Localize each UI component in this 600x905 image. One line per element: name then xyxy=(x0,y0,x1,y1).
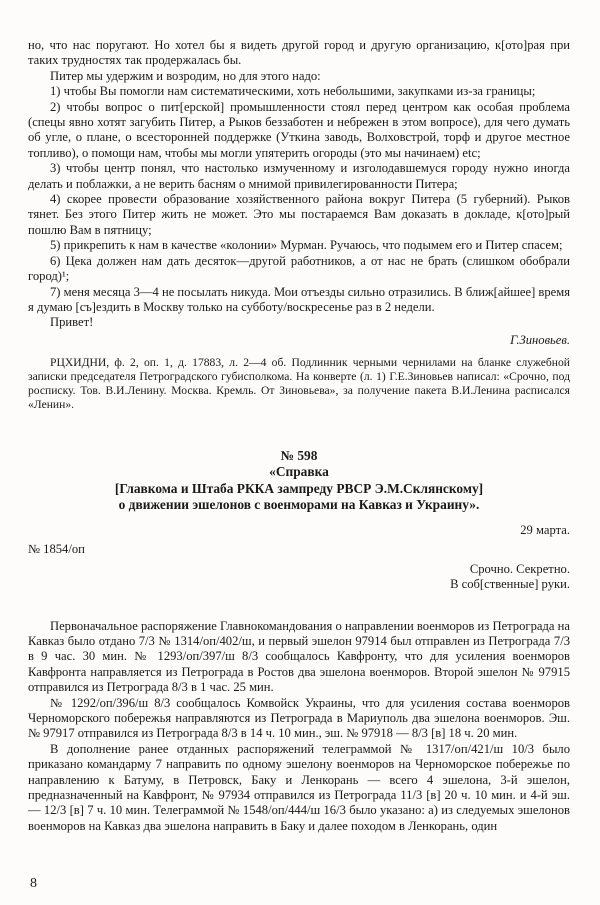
page-content xyxy=(28,38,570,834)
letter-paragraph: Питер мы удержим и возродим, но для этого надо: xyxy=(50,68,321,83)
document-title-line: [Главкома и Штаба РККА зампреду РВСР Э.М.Склянскому] xyxy=(114,480,484,496)
document-paragraph: Первоначальное распоряжение Главнокомандования о направлении военморов из Петрограда на Кавказ было отдано 7/3 № 1314/оп/402/ш, и первый эшелон 97914 был отправлен из Петрограда 7/3 в 9 час. 30 мин. № 1293/оп/397/ш 8/3 сообщалось Кавфронту, что для усиления военморов Кавфронта направляется из Петрограда в Ростов два эшелона военморов. Второй эшелон № 97915 отправился из Петрограда 8/3 в 1 час. 25 мин. xyxy=(28,618,570,695)
signature: Г.Зиновьев. xyxy=(510,332,570,347)
document-heading xyxy=(28,448,570,513)
document-paragraph: № 1292/оп/396/ш 8/3 сообщалось Комвойск Украины, что для усиления состава военморов Черноморского побережья направляются из Петрограда в Мариуполь два эшелона военморов. Эш. № 97917 отправился из Петрограда 8/3 в 14 ч. 10 мин., эш. № 97918 — 8/3 [в] 18 ч. 20 мин. xyxy=(28,695,570,741)
letter-paragraph: 3) чтобы центр понял, что настолько измученному и изголодавшемуся городу нужно иногда делать и поблажки, а не верить басням о мнимой привилегированности Питера; xyxy=(28,161,570,191)
document-number: № 598 xyxy=(280,448,318,464)
letter-paragraph: 1) чтобы Вы помогли нам систематическими, хоть небольшими, закупками из-за границы; xyxy=(50,84,536,99)
archive-note: РЦХИДНИ, ф. 2, оп. 1, д. 17883, л. 2—4 об. Подлинник черными чернилами на бланке служебной записки председателя Петроградского губисполкома. На конверте (л. 1) Г.Е.Зиновьев написал: «Срочно, под росписку. Тов. В.И.Ленину. Москва. Кремль. От Зиновьева», за получение пакета В.И.Ленина расписался «Ленин». xyxy=(28,356,570,412)
letter-paragraph: но, что нас поругают. Но хотел бы я видеть другой город и другую организацию, к[ото]рая при таких трудностях так продержалась бы. xyxy=(28,38,570,68)
letter-paragraph: 2) чтобы вопрос о пит[ерской] промышленности стоял перед центром как особая проблема (спецы явно хотят загубить Питер, а Рыков беззаботен и небрежен в этом вопросе), для чего думать об угле, о плане, о всесторонней поддержке (Уткина заводь, Волховстрой, торф и другое местное топливо), о помощи нам, чтобы мы могли упятерить огороды (это мы начинаем) etc; xyxy=(28,99,570,160)
letter-paragraph: 4) скорее провести образование хозяйственного района вокруг Питера (5 губерний). Рыков тянет. Без этого Питер жить не может. Это мы постараемся Вам доказать в докладе, к[ото]рый пошлю Вам в пятницу; xyxy=(28,192,570,237)
document-reference: № 1854/оп xyxy=(28,542,85,557)
document-date: 29 марта. xyxy=(520,522,570,537)
letter-paragraph: Привет! xyxy=(50,315,94,330)
document-paragraph: В дополнение ранее отданных распоряжений телеграммой № 1317/оп/421/ш 10/3 было приказано командарму 7 направить по одному эшелону военморов на Черноморское побережье по направлению к Батуму, в Петровск, Баку и Ленкорань — всего 4 эшелона, 3-й эшелон, предназначенный на Кавфронт, № 97934 отправился из Петрограда 11/3 [в] 20 ч. 10 мин. и 4-й эш. — 12/3 [в] 7 ч. 10 мин. Телеграммой № 1548/оп/444/ш 16/3 было указано: а) из следуемых эшелонов военморов на Кавказ два эшелона направить в Баку и далее походом в Ленкорань, один xyxy=(28,741,570,833)
delivery-marking: В соб[ственные] руки. xyxy=(450,577,570,592)
document-body xyxy=(28,619,570,835)
secrecy-marking: Срочно. Секретно. xyxy=(469,561,570,576)
page-number: 8 xyxy=(30,876,37,891)
letter-paragraph: 6) Цека должен нам дать десяток—другой работников, а от нас не брать (слишком обобрали город)¹; xyxy=(28,253,570,284)
letter-paragraph: 5) прикрепить к нам в качестве «колонии» Мурман. Ручаюсь, что подымем его и Питер спасем; xyxy=(50,238,563,253)
document-title-line: «Справка xyxy=(269,464,329,480)
letter-paragraph: 7) меня месяца 3—4 не посылать никуда. Мои отъезды сильно отразились. В ближ[айшее] время я думаю [съ]ездить в Москву только на субботу/воскресенье раз в 2 недели. xyxy=(28,284,571,314)
document-title-line: о движении эшелонов с военморами на Кавказ и Украину». xyxy=(118,496,480,512)
